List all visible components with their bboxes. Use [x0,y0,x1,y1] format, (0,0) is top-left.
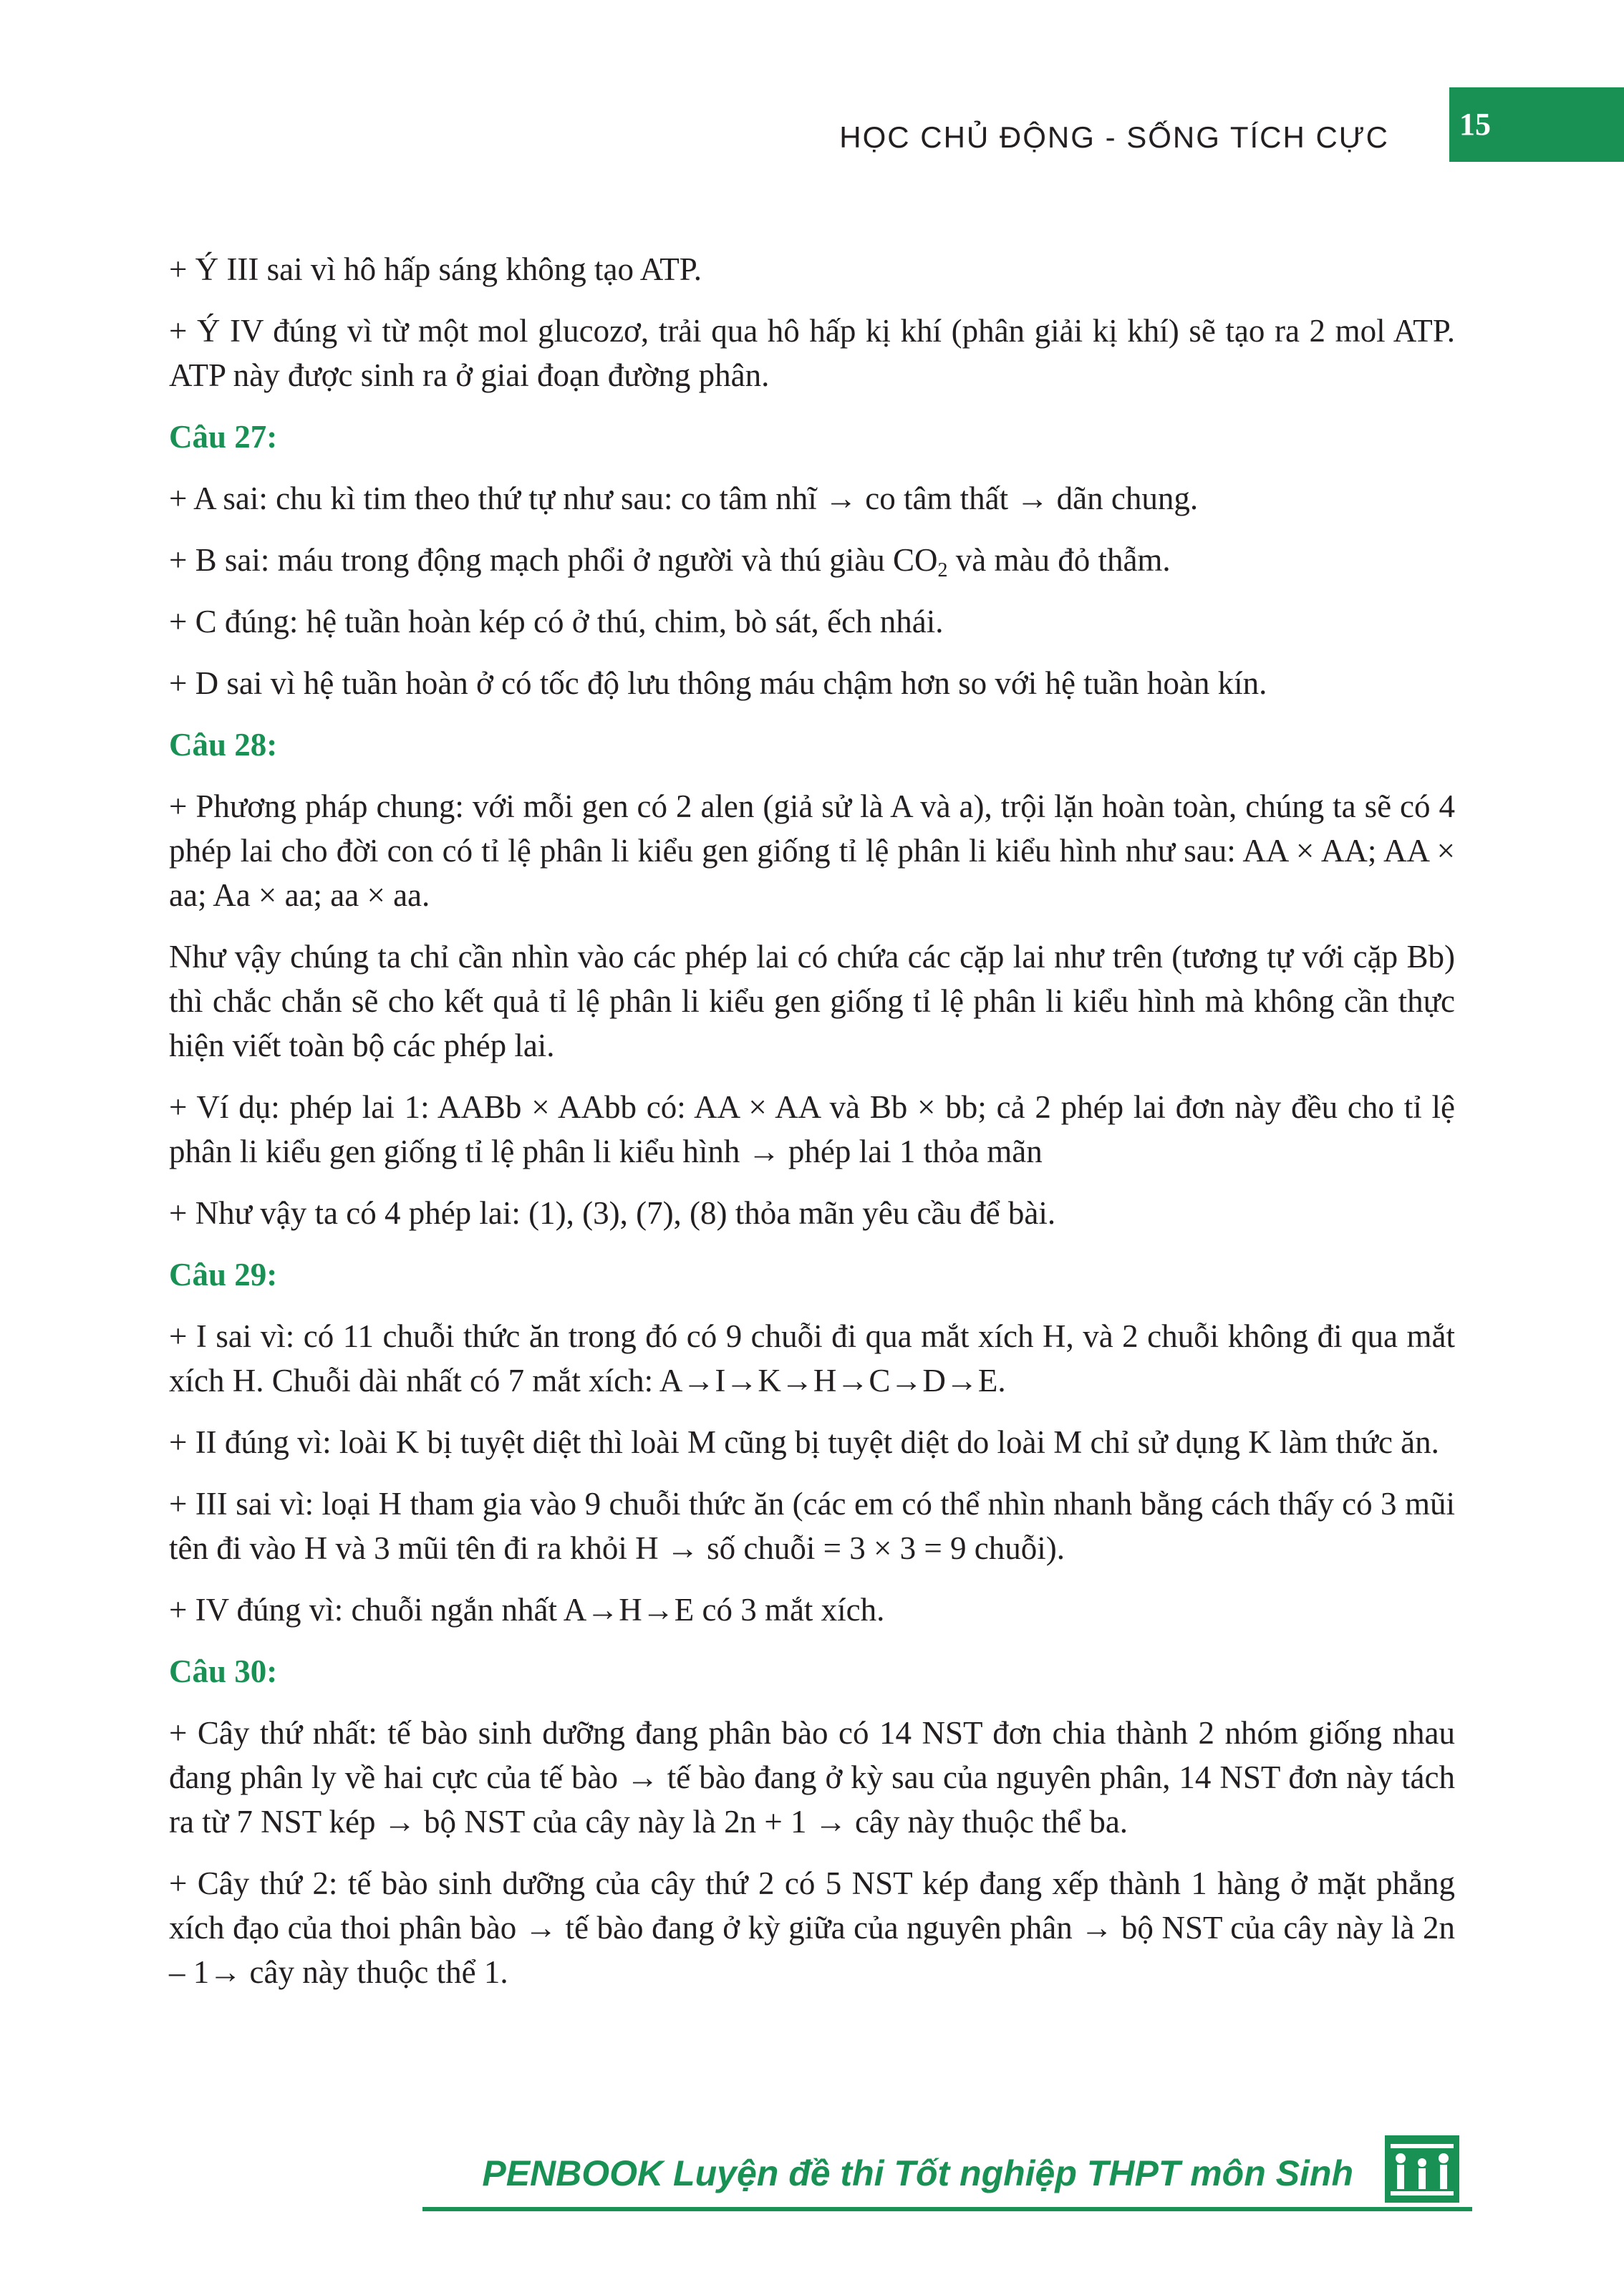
footer-book-title: PENBOOK Luyện đề thi Tốt nghiệp THPT môn Sinh [482,2153,1353,2193]
page-body [169,247,1455,2011]
section-heading-cau-28: Câu 28: [169,727,278,763]
page-number: 15 [1459,107,1491,142]
text-run: + B sai: máu trong động mạch phổi ở người và thú giàu CO [169,542,938,578]
paragraph: + Cây thứ 2: tế bào sinh dưỡng của cây thứ 2 có 5 NST kép đang xếp thành 1 hàng ở mặt phẳng xích đạo của thoi phân bào → tế bào đang ở kỳ giữa của nguyên phân → bộ NST của cây này là 2n – 1→ cây này thuộc thể 1. [169,1865,1455,1990]
subscript: 2 [937,559,948,581]
text-run: và màu đỏ thẫm. [947,542,1171,578]
paragraph: + Ý III sai vì hô hấp sáng không tạo ATP. [169,251,702,287]
running-header: HỌC CHỦ ĐỘNG - SỐNG TÍCH CỰC [839,120,1389,154]
paragraph: + Ví dụ: phép lai 1: AABb × AAbb có: AA × AA và Bb × bb; cả 2 phép lai đơn này đều cho tỉ lệ phân li kiểu gen giống tỉ lệ phân li kiểu hình → phép lai 1 thỏa mãn [169,1089,1455,1169]
paragraph: Như vậy chúng ta chỉ cần nhìn vào các phép lai có chứa các cặp lai như trên (tương tự với cặp Bb) thì chắc chắn sẽ cho kết quả tỉ lệ phân li kiểu gen giống tỉ lệ phân li kiểu hình mà không cần thực hiện viết toàn bộ các phép lai. [169,939,1455,1063]
section-heading-cau-29: Câu 29: [169,1257,278,1293]
paragraph: + Như vậy ta có 4 phép lai: (1), (3), (7), (8) thỏa mãn yêu cầu để bài. [169,1195,1056,1231]
paragraph: + D sai vì hệ tuần hoàn ở có tốc độ lưu thông máu chậm hơn so với hệ tuần hoàn kín. [169,665,1267,701]
family-logo-icon [1385,2135,1459,2203]
footer-rule [422,2207,1472,2211]
paragraph [169,538,1455,582]
section-heading-cau-27: Câu 27: [169,419,278,455]
paragraph: + I sai vì: có 11 chuỗi thức ăn trong đó có 9 chuỗi đi qua mắt xích H, và 2 chuỗi không đi qua mắt xích H. Chuỗi dài nhất có 7 mắt xích: A→I→K→H→C→D→E. [169,1318,1455,1399]
paragraph: + C đúng: hệ tuần hoàn kép có ở thú, chim, bò sát, ếch nhái. [169,604,944,639]
paragraph: + II đúng vì: loài K bị tuyệt diệt thì loài M cũng bị tuyệt diệt do loài M chỉ sử dụng K làm thức ăn. [169,1424,1439,1460]
paragraph: + Ý IV đúng vì từ một mol glucozơ, trải qua hô hấp kị khí (phân giải kị khí) sẽ tạo ra 2 mol ATP. ATP này được sinh ra ở giai đoạn đường phân. [169,313,1455,393]
paragraph: + Phương pháp chung: với mỗi gen có 2 alen (giả sử là A và a), trội lặn hoàn toàn, chúng ta sẽ có 4 phép lai cho đời con có tỉ lệ phân li kiểu gen giống tỉ lệ phân li kiểu hình như sau: AA × AA; AA × aa; Aa × aa; aa × aa. [169,788,1455,913]
paragraph: + IV đúng vì: chuỗi ngắn nhất A→H→E có 3 mắt xích. [169,1592,885,1628]
paragraph: + A sai: chu kì tim theo thứ tự như sau: co tâm nhĩ → co tâm thất → dãn chung. [169,480,1199,516]
paragraph: + III sai vì: loại H tham gia vào 9 chuỗi thức ăn (các em có thể nhìn nhanh bằng cách thấy có 3 mũi tên đi vào H và 3 mũi tên đi ra khỏi H → số chuỗi = 3 × 3 = 9 chuỗi). [169,1486,1455,1566]
paragraph: + Cây thứ nhất: tế bào sinh dưỡng đang phân bào có 14 NST đơn chia thành 2 nhóm giống nhau đang phân ly về hai cực của tế bào → tế bào đang ở kỳ sau của nguyên phân, 14 NST đơn này tách ra từ 7 NST kép → bộ NST của cây này là 2n + 1 → cây này thuộc thể ba. [169,1715,1455,1840]
section-heading-cau-30: Câu 30: [169,1653,278,1689]
